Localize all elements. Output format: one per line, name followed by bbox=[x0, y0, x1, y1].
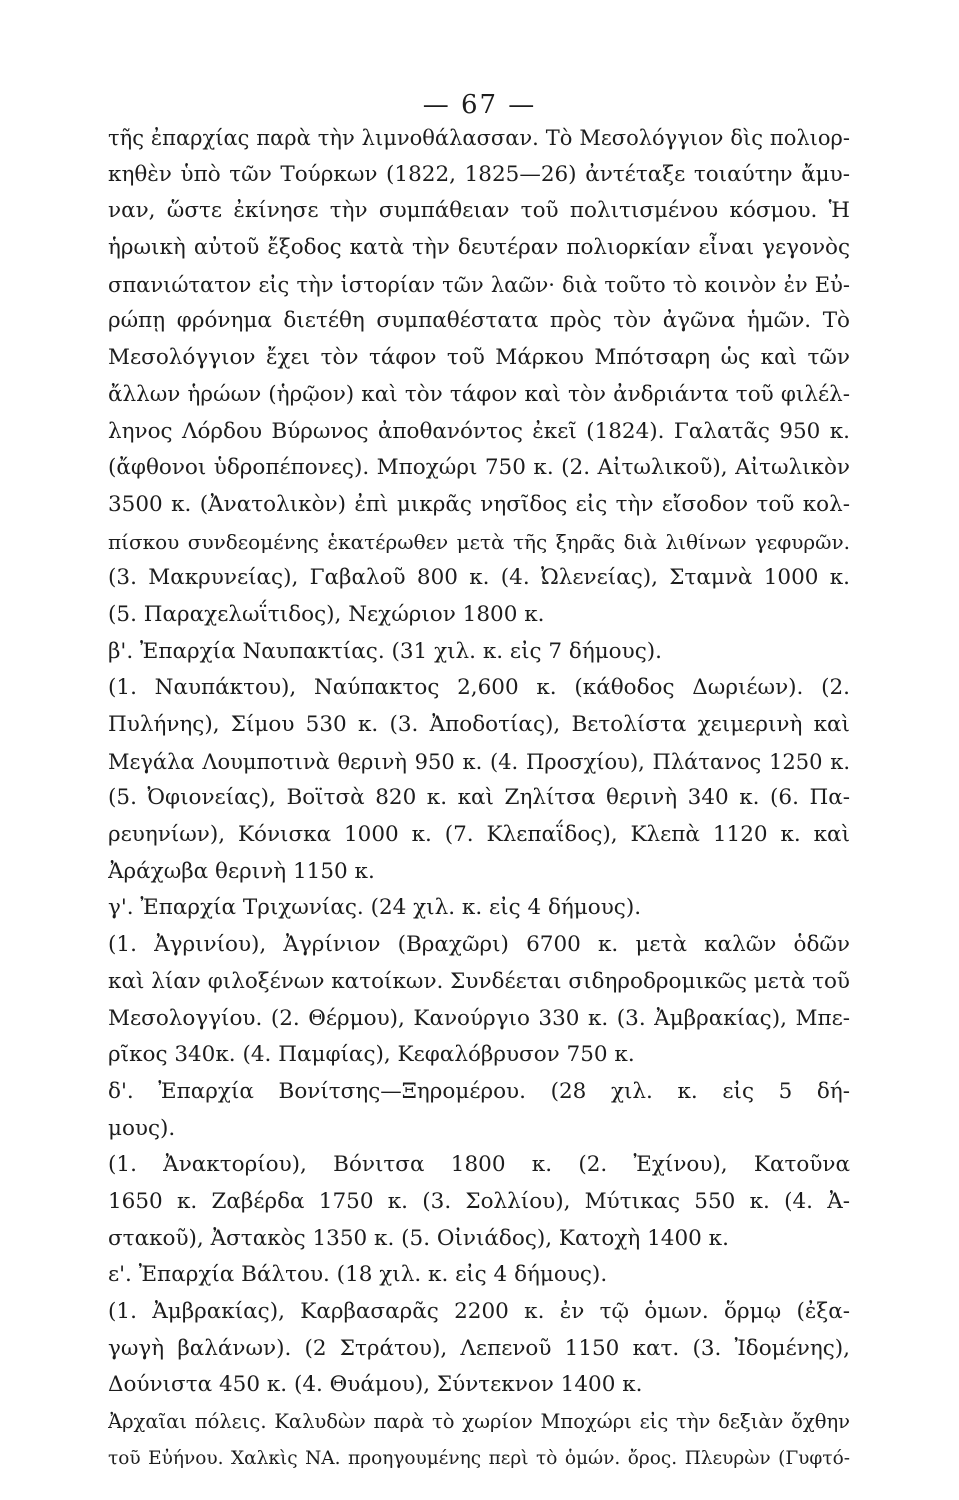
text-line: γωγὴ βαλάνων). (2 Στράτου), Λεπενοῦ 1150 κατ. (3. Ἰδομένης), bbox=[108, 1335, 850, 1361]
text-line: 1650 κ. Ζαβέρδα 1750 κ. (3. Σολλίου), Μύτικας 550 κ. (4. Ἀ- bbox=[108, 1188, 850, 1214]
text-line: ναν, ὥστε ἐκίνησε τὴν συμπάθειαν τοῦ πολιτισμένου κόσμου. Ἡ bbox=[108, 198, 850, 224]
text-line: μους). bbox=[108, 1115, 176, 1141]
text-line: Μεσολογγίου. (2. Θέρμου), Κανούργιο 330 κ. (3. Ἀμβρακίας), Μπε- bbox=[108, 1005, 850, 1031]
text-line: (1. Ἀμβρακίας), Καρβασαρᾶς 2200 κ. ἐν τῷ ὁμων. ὅρμῳ (ἐξα- bbox=[108, 1299, 850, 1324]
text-line: στακοῦ), Ἀστακὸς 1350 κ. (5. Οἰνιάδος), Κατοχὴ 1400 κ. bbox=[108, 1225, 729, 1251]
text-line: (1. Ἀνακτορίου), Βόνιτσα 1800 κ. (2. Ἐχίνου), Κατοῦνα bbox=[108, 1152, 850, 1178]
section-heading: β'. Ἐπαρχία Ναυπακτίας. (31 χιλ. κ. εἰς 7 δήμους). bbox=[108, 638, 662, 664]
text-line: Μεσολόγγιον ἔχει τὸν τάφον τοῦ Μάρκου Μπότσαρη ὡς καὶ τῶν bbox=[108, 345, 850, 371]
text-line: ἄλλων ἡρώων (ἡρῷον) καὶ τὸν τάφον καὶ τὸν ἀνδριάντα τοῦ φιλέλ- bbox=[108, 381, 850, 407]
text-line: ρώπῃ φρόνημα διετέθη συμπαθέστατα πρὸς τὸν ἀγῶνα ἡμῶν. Τὸ bbox=[108, 308, 850, 334]
text-line: Ἀράχωβα θερινὴ 1150 κ. bbox=[108, 858, 375, 884]
text-line: ληνος Λόρδου Βύρωνος ἀποθανόντος ἐκεῖ (1824). Γαλατᾶς 950 κ. bbox=[108, 418, 850, 444]
text-line: Πυλήνης), Σίμου 530 κ. (3. Ἀποδοτίας), Βετολίστα χειμερινὴ καὶ bbox=[108, 712, 850, 737]
section-heading: γ'. Ἐπαρχία Τριχωνίας. (24 χιλ. κ. εἰς 4 δήμους). bbox=[108, 895, 642, 921]
text-line: τοῦ Εὐήνου. Χαλκὶς ΝΑ. προηγουμένης περὶ τὸ ὁμών. ὄρος. Πλευρὼν (Γυφτό- bbox=[108, 1447, 850, 1469]
text-line: σπανιώτατον εἰς τὴν ἱστορίαν τῶν λαῶν· διὰ τοῦτο τὸ κοινὸν ἐν Εὐ- bbox=[108, 272, 850, 297]
text-line: Δούνιστα 450 κ. (4. Θυάμου), Σύντεκνον 1400 κ. bbox=[108, 1372, 643, 1398]
text-line: (ἄφθονοι ὑδροπέπονες). Μποχώρι 750 κ. (2. Αἰτωλικοῦ), Αἰτωλικὸν bbox=[108, 455, 850, 481]
text-line: ρῖκος 340κ. (4. Παμφίας), Κεφαλόβρυσον 750 κ. bbox=[108, 1042, 635, 1068]
text-line: Ἀρχαῖαι πόλεις. Καλυδὼν παρὰ τὸ χωρίον Μποχώρι εἰς τὴν δεξιὰν ὄχθην bbox=[108, 1410, 850, 1434]
text-line: πίσκου συνδεομένης ἑκατέρωθεν μετὰ τῆς ξηρᾶς διὰ λιθίνων γεφυρῶν. bbox=[108, 529, 850, 554]
text-line: (5. Παραχελωΐτιδος), Νεχώριον 1800 κ. bbox=[108, 601, 545, 627]
text-line: (5. Ὀφιονείας), Βοϊτσὰ 820 κ. καὶ Ζηλίτσα θερινὴ 340 κ. (6. Πα- bbox=[108, 785, 850, 811]
text-line: (1. Ναυπάκτου), Ναύπακτος 2,600 κ. (κάθοδος Δωριέων). (2. bbox=[108, 675, 850, 701]
section-heading: ε'. Ἐπαρχία Βάλτου. (18 χιλ. κ. εἰς 4 δήμους). bbox=[108, 1262, 608, 1288]
body-text bbox=[108, 120, 850, 1477]
text-line: Μεγάλα Λουμποτινὰ θερινὴ 950 κ. (4. Προσχίου), Πλάτανος 1250 κ. bbox=[108, 749, 850, 774]
text-line: καὶ λίαν φιλοξένων κατοίκων. Συνδέεται σιδηροδρομικῶς μετὰ τοῦ bbox=[108, 968, 850, 994]
text-line: τῆς ἐπαρχίας παρὰ τὴν λιμνοθάλασσαν. Τὸ Μεσολόγγιον δὶς πολιορ- bbox=[108, 126, 850, 150]
page-number: — 67 — bbox=[422, 90, 537, 120]
text-line: ἡρωικὴ αὐτοῦ ἔξοδος κατὰ τὴν δευτέραν πολιορκίαν εἶναι γεγονὸς bbox=[108, 235, 850, 261]
section-heading: δ'. Ἐπαρχία Βονίτσης—Ξηρομέρου. (28 χιλ. κ. εἰς 5 δή- bbox=[108, 1078, 850, 1104]
text-line: (1. Ἀγρινίου), Ἀγρίνιον (Βραχῶρι) 6700 κ. μετὰ καλῶν ὁδῶν bbox=[108, 932, 850, 958]
text-line: κηθὲν ὑπὸ τῶν Τούρκων (1822, 1825—26) ἀντέταξε τοιαύτην ἄμυ- bbox=[108, 161, 850, 187]
text-line: 3500 κ. (Ἀνατολικὸν) ἐπὶ μικρᾶς νησῖδος εἰς τὴν εἴσοδον τοῦ κολ- bbox=[108, 491, 850, 517]
text-line: ρευηνίων), Κόνισκα 1000 κ. (7. Κλεπαΐδος), Κλεπὰ 1120 κ. καὶ bbox=[108, 822, 850, 848]
text-line: (3. Μακρυνείας), Γαβαλοῦ 800 κ. (4. Ὠλενείας), Σταμνὰ 1000 κ. bbox=[108, 565, 850, 591]
